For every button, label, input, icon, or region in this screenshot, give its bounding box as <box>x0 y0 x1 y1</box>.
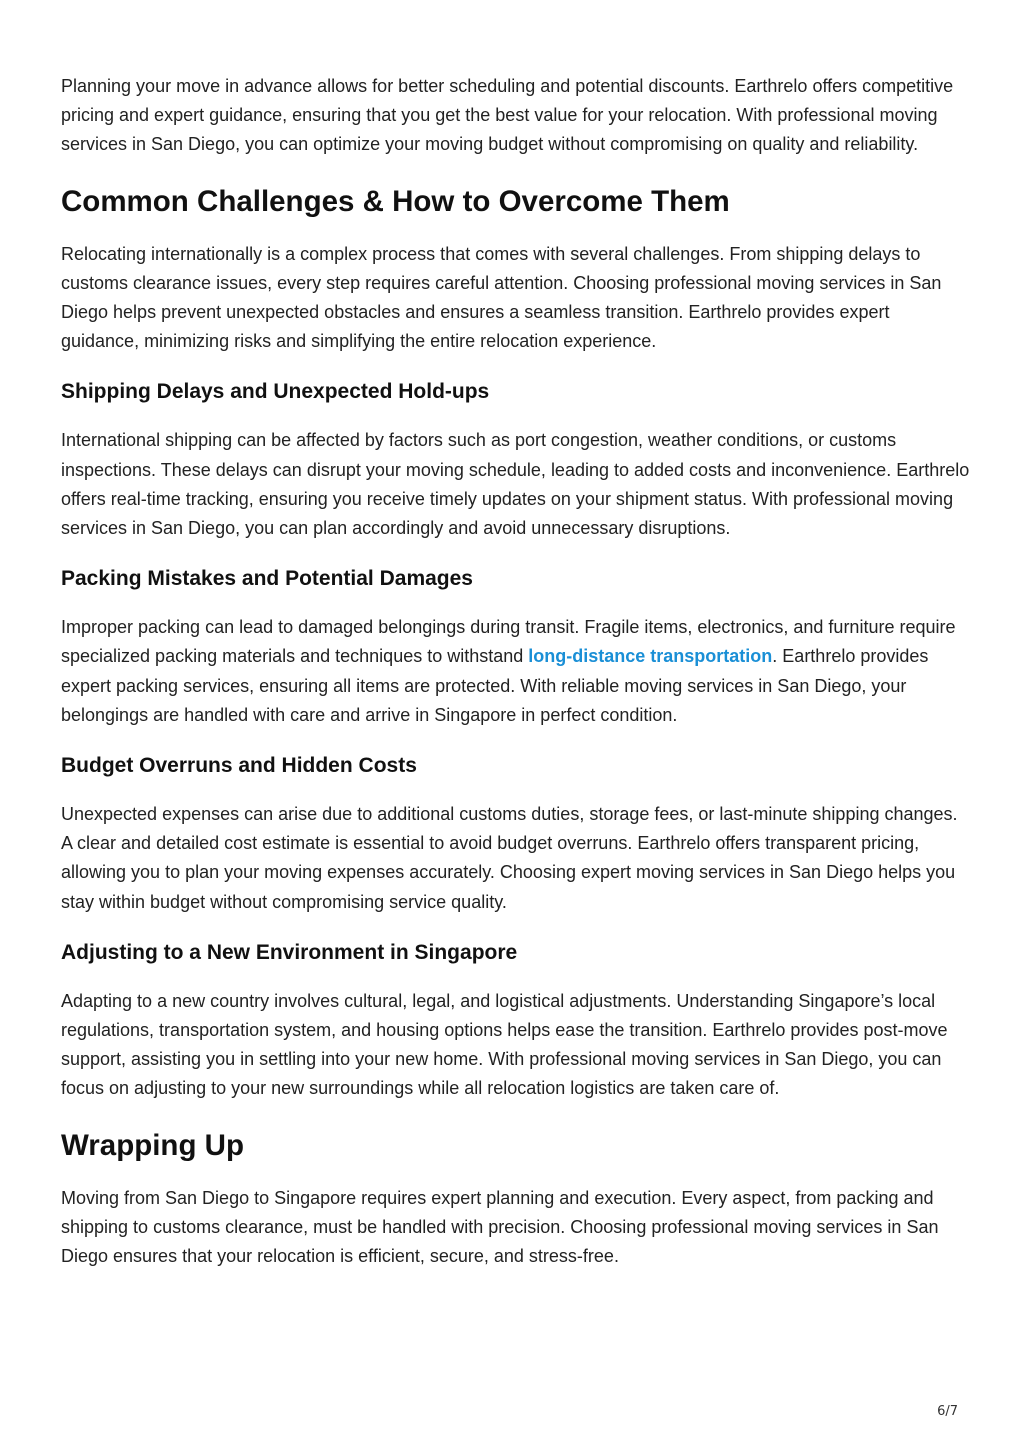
document-page <box>61 72 971 1271</box>
long-distance-transportation-link[interactable]: long-distance transportation <box>528 646 773 667</box>
shipping-paragraph: International shipping can be affected by factors such as port congestion, weather conditions, or customs inspections. These delays can disrupt your moving schedule, leading to added costs and inconvenience. Earthrelo offers real-time tracking, ensuring you receive timely updates on your shipment status. With professional moving services in San Diego, you can plan accordingly and avoid unnecessary disruptions. <box>61 430 970 539</box>
subheading-shipping-delays: Shipping Delays and Unexpected Hold-ups <box>61 380 490 404</box>
packing-paragraph <box>61 613 971 730</box>
packing-text-after: . Earthrelo provides expert packing services, ensuring all items are protected. With reliable moving services in San Diego, your belongings are handled with care and arrive in Singapore in perfect condition. <box>61 646 929 725</box>
adjusting-paragraph: Adapting to a new country involves cultural, legal, and logistical adjustments. Understanding Singapore’s local regulations, transportation system, and housing options helps ease the transition. Earthrelo provides post-move support, assisting you in settling into your new home. With professional moving services in San Diego, you can focus on adjusting to your new surroundings while all relocation logistics are taken care of. <box>61 990 948 1099</box>
subheading-adjusting-environment: Adjusting to a New Environment in Singapore <box>61 940 518 964</box>
intro-paragraph: Planning your move in advance allows for better scheduling and potential discounts. Earthrelo offers competitive pricing and expert guidance, ensuring that you get the best value for your relocation. With professional moving services in San Diego, you can optimize your moving budget without compromising on quality and reliability. <box>61 76 954 155</box>
section-heading-challenges: Common Challenges & How to Overcome Them <box>61 184 730 218</box>
budget-paragraph: Unexpected expenses can arise due to additional customs duties, storage fees, or last-minute shipping changes. A clear and detailed cost estimate is essential to avoid budget overruns. Earthrelo offers transparent pricing, allowing you to plan your moving expenses accurately. Choosing expert moving services in San Diego helps you stay within budget without compromising service quality. <box>61 804 958 912</box>
wrapping-paragraph: Moving from San Diego to Singapore requires expert planning and execution. Every aspect, from packing and shipping to customs clearance, must be handled with precision. Choosing professional moving services in San Diego ensures that your relocation is efficient, secure, and stress-free. <box>61 1187 939 1267</box>
section-heading-wrapping-up: Wrapping Up <box>61 1128 244 1162</box>
subheading-budget-overruns: Budget Overruns and Hidden Costs <box>61 754 417 778</box>
page-number: 6/7 <box>937 1404 958 1419</box>
subheading-packing-mistakes: Packing Mistakes and Potential Damages <box>61 567 473 591</box>
packing-text-before: Improper packing can lead to damaged belongings during transit. Fragile items, electronics, and furniture require specialized packing materials and techniques to withstand <box>61 617 956 667</box>
challenges-paragraph: Relocating internationally is a complex process that comes with several challenges. From shipping delays to customs clearance issues, every step requires careful attention. Choosing professional moving services in San Diego helps prevent unexpected obstacles and ensures a seamless transition. Earthrelo provides expert guidance, minimizing risks and simplifying the entire relocation experience. <box>61 243 942 352</box>
